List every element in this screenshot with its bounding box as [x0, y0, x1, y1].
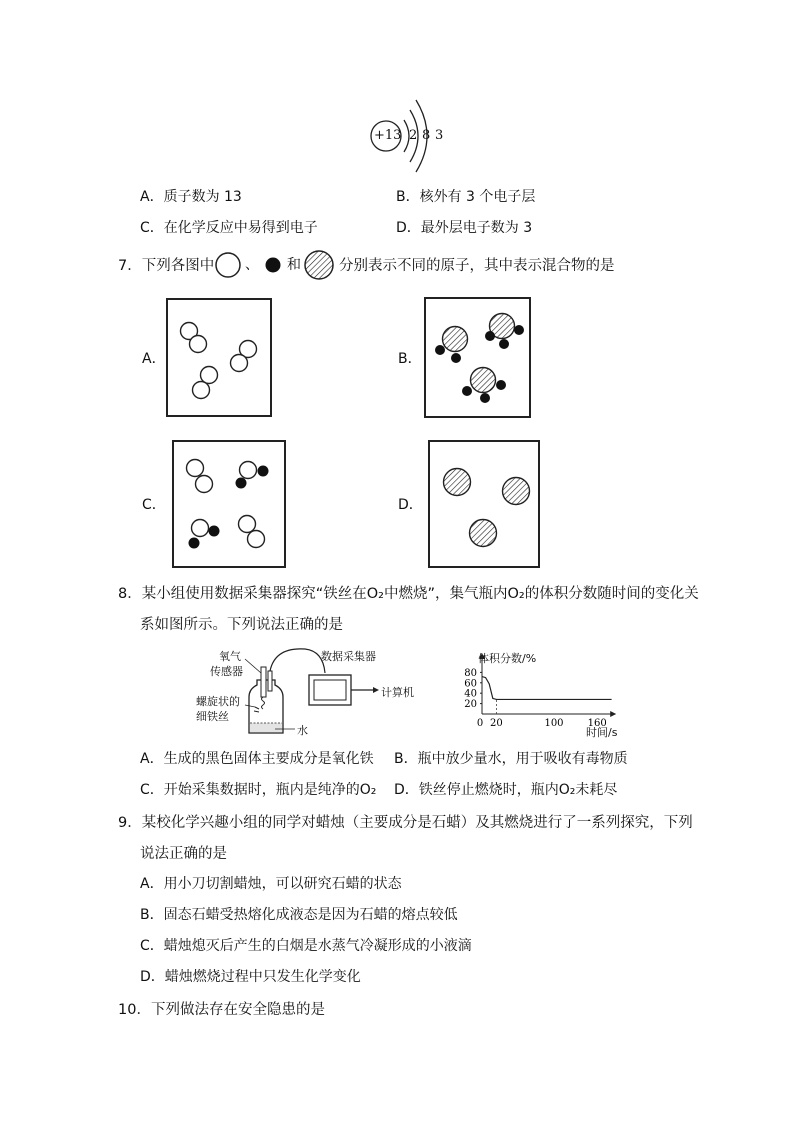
option-letter: C．	[140, 220, 164, 236]
option-text: 核外有 3 个电子层	[419, 189, 536, 205]
option-letter: A．	[140, 751, 164, 767]
q9-option-c[interactable]	[140, 935, 472, 955]
q10-stem: 10．下列做法存在安全隐患的是	[118, 1002, 325, 1018]
option-letter: C．	[140, 782, 164, 798]
q8-option-a[interactable]	[140, 748, 374, 768]
option-letter: B．	[394, 751, 418, 767]
option-text: 蜡烛燃烧过程中只发生化学变化	[164, 969, 361, 985]
q9-option-a[interactable]	[140, 873, 402, 893]
option-letter: D．	[140, 969, 165, 985]
x-tick-label: 20	[490, 718, 503, 729]
q7-label-a[interactable]: A．	[142, 351, 166, 367]
oxygen-series-line	[482, 677, 612, 700]
q8-stem-line1: 8．某小组使用数据采集器探究“铁丝在O₂中燃烧”，集气瓶内O₂的体积分数随时间的变化关	[118, 586, 699, 602]
q7-label-b[interactable]: B．	[398, 351, 422, 367]
water-label: 水	[297, 724, 308, 737]
sensor-label-line1: 氧气	[219, 650, 241, 663]
collector-label: 数据采集器	[321, 650, 376, 663]
q9-option-b[interactable]	[140, 904, 458, 924]
q9-stem-line1: 9．某校化学兴趣小组的同学对蜡烛（主要成分是石蜡）及其燃烧进行了一系列探究，下列	[118, 815, 693, 831]
q6-option-a[interactable]	[140, 186, 242, 206]
q9-stem-line2: 说法正确的是	[140, 846, 227, 862]
option-text: 在化学反应中易得到电子	[163, 220, 318, 236]
q7-stem	[118, 254, 214, 275]
y-tick-label: 80	[464, 667, 477, 679]
option-letter: B．	[396, 189, 420, 205]
q7-molecules-b	[424, 297, 531, 418]
q8-option-c[interactable]	[140, 779, 376, 799]
option-text: 用小刀切割蜡烛，可以研究石蜡的状态	[163, 876, 402, 892]
y-tick-label: 40	[464, 688, 477, 700]
q7-stem-suffix: 分别表示不同的原子，其中表示混合物的是	[339, 258, 615, 274]
q7-label-d[interactable]: D．	[398, 497, 423, 513]
chart-x-label: 时间/s	[586, 726, 618, 739]
q7-molecules-c	[172, 440, 286, 568]
option-text: 瓶中放少量水，用于吸收有毒物质	[417, 751, 628, 767]
y-tick-label: 20	[464, 699, 477, 711]
q7-label-c[interactable]: C．	[142, 497, 166, 513]
q7-molecules-a	[166, 298, 272, 417]
q8-stem-line2: 系如图所示。下列说法正确的是	[140, 617, 343, 633]
q6-option-c[interactable]	[140, 217, 318, 237]
q7-sep1: 、	[245, 257, 259, 273]
q9-option-d[interactable]	[140, 966, 361, 986]
option-letter: C．	[140, 938, 164, 954]
q7-molecules-d	[428, 440, 540, 568]
q7-stem-prefix: 7．下列各图中	[118, 258, 215, 274]
q7-sep2: 和	[287, 257, 301, 273]
q6-option-d[interactable]	[396, 217, 532, 237]
black-atom-icon	[264, 256, 282, 274]
nucleus-charge: +13	[374, 128, 402, 143]
option-letter: B．	[140, 907, 164, 923]
option-text: 最外层电子数为 3	[420, 220, 533, 236]
x-tick-label: 0	[476, 718, 484, 729]
x-tick-label: 100	[544, 718, 564, 729]
computer-label: 计算机	[381, 686, 414, 699]
x-tick-label: 160	[587, 718, 607, 729]
option-letter: A．	[140, 189, 164, 205]
wire-label-line1: 螺旋状的	[196, 695, 240, 708]
option-text: 开始采集数据时，瓶内是纯净的O₂	[163, 782, 377, 798]
option-text: 固态石蜡受热熔化成液态是因为石蜡的熔点较低	[163, 907, 458, 923]
chart-y-label: 体积分数/%	[478, 652, 537, 665]
option-text: 生成的黑色固体主要成分是氧化铁	[163, 751, 374, 767]
option-letter: A．	[140, 876, 164, 892]
wire-label-line2: 细铁丝	[196, 710, 229, 723]
white-atom-icon	[214, 251, 242, 279]
shell-2-count: 8	[422, 128, 431, 143]
q8-option-b[interactable]	[394, 748, 628, 768]
option-letter: D．	[396, 220, 421, 236]
shell-3-count: 3	[435, 128, 444, 143]
q8-option-d[interactable]	[394, 779, 617, 799]
sensor-label-line2: 传感器	[210, 665, 243, 678]
option-text: 蜡烛熄灭后产生的白烟是水蒸气冷凝形成的小液滴	[163, 938, 472, 954]
q6-option-b[interactable]	[396, 186, 535, 206]
hatched-atom-icon	[303, 249, 335, 281]
y-tick-label: 60	[464, 678, 477, 690]
option-text: 质子数为 13	[163, 189, 242, 205]
x-axis-arrow	[610, 711, 616, 717]
shell-1-count: 2	[409, 128, 418, 143]
option-letter: D．	[394, 782, 419, 798]
option-text: 铁丝停止燃烧时，瓶内O₂未耗尽	[418, 782, 618, 798]
